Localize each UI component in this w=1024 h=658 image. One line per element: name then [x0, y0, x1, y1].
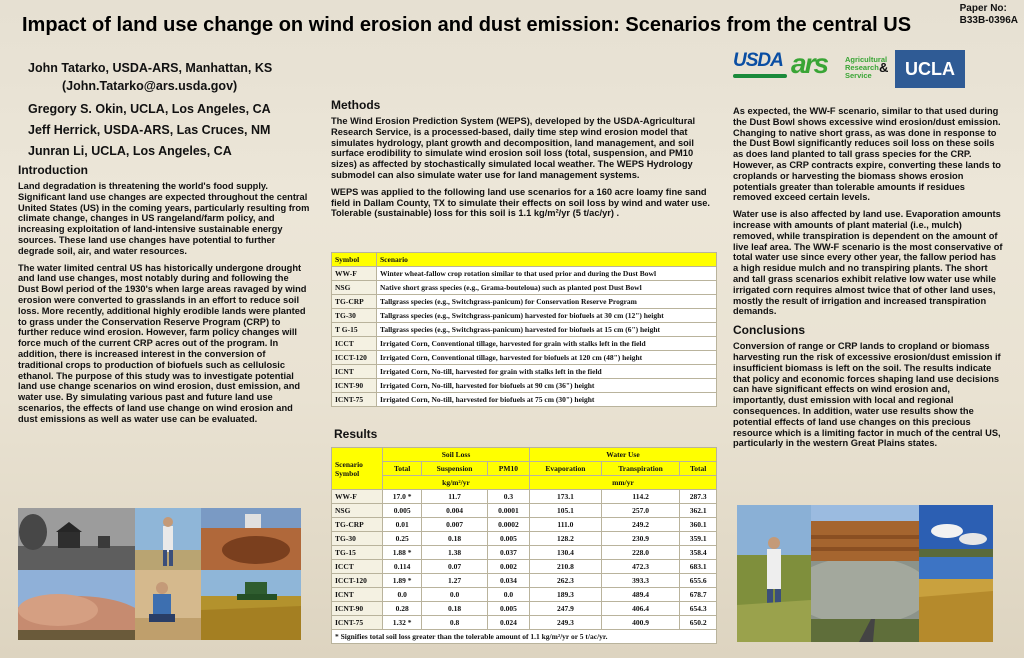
- results-symbol: ICNT-90: [332, 602, 383, 616]
- ucla-logo: UCLA: [895, 50, 965, 88]
- results-header-water-use: Water Use: [529, 448, 716, 462]
- results-symbol: ICCT-120: [332, 574, 383, 588]
- results-cell: 650.2: [680, 616, 717, 630]
- methods-paragraph-1: The Wind Erosion Prediction System (WEPS), developed by the USDA-Agricultural Research Service, is a processed-based, daily time step wind erosion model that simulates hydrology, plant growth and decomposition, land management, and soil surface erodibility to simulate wind erosion soil loss (total, suspension, and PM10 sizes) as affected by stochastically simulated local weather. The WEPS Hydrology submodel can also simulate water use for land management systems.: [331, 116, 696, 180]
- table-row: [332, 351, 717, 365]
- results-symbol-label: Symbol: [335, 468, 360, 478]
- results-cell: 489.4: [601, 588, 680, 602]
- results-cell: 111.0: [529, 518, 601, 532]
- table-row: [332, 560, 717, 574]
- results-cell: 0.005: [487, 602, 529, 616]
- scenario-symbol: T G-15: [332, 323, 377, 337]
- results-symbol: TG-CRP: [332, 518, 383, 532]
- scenario-description: Irrigated Corn, No-till, harvested for biofuels at 90 cm (36") height: [377, 379, 717, 393]
- results-cell: 114.2: [601, 490, 680, 504]
- scenario-header-symbol: Symbol: [332, 253, 377, 267]
- results-cell: 0.01: [383, 518, 422, 532]
- conclusions-heading: Conclusions: [733, 323, 806, 338]
- scenario-symbol: NSG: [332, 281, 377, 295]
- table-row: [332, 379, 717, 393]
- results-cell: 683.1: [680, 560, 717, 574]
- table-row: [332, 616, 717, 630]
- table-row: [332, 323, 717, 337]
- ars-text-2: Research: [845, 63, 879, 72]
- scenario-description: Tallgrass species (e.g., Switchgrass-panicum) harvested for biofuels at 30 cm (12") height: [377, 309, 717, 323]
- results-cell: 400.9: [601, 616, 680, 630]
- introduction-paragraph-2: The water limited central US has historically undergone drought and land use changes, most notably during and following the Dust Bowl period of the 1930's when large areas ravaged by wind erosion were converted to grasslands in an effort to reduce soil loss. More recently, additional highly erodible lands were planted to grass under the Conservation Reserve Program (CRP) to further reduce wind erosion. However, farm policy changes will force much of the current CRP acres out of the program. In addition, there is increased interest in the conversion of traditional crops to production of biofuels such as cellulosic ethanol. The purpose of this study was to investigate potential land use change scenarios on wind erosion, dust emission, and water use. By simulating various past and future land use scenarios, the effects of land use change on wind erosion and dust emissions as well as water use can be evaluated.: [18, 262, 307, 424]
- table-row: [332, 490, 717, 504]
- results-cell: 130.4: [529, 546, 601, 560]
- dust-storm-road-photo: [811, 561, 919, 642]
- results-symbol: WW-F: [332, 490, 383, 504]
- ars-text-3: Service: [845, 71, 872, 80]
- results-cell: 1.89 *: [383, 574, 422, 588]
- table-row: [332, 309, 717, 323]
- table-row: [332, 281, 717, 295]
- results-cell: 1.88 *: [383, 546, 422, 560]
- results-unit-soil: kg/m²/yr: [383, 476, 530, 490]
- scenario-description: Irrigated Corn, Conventional tillage, harvested for biofuels at 120 cm (48") height: [377, 351, 717, 365]
- results-cell: 0.0: [422, 588, 487, 602]
- conclusions-paragraph: Conversion of range or CRP lands to cropland or biomass harvesting run the risk of excessive erosion/dust emission if insufficient biomass is left on the soil. The results indicate that policy and economic forces shaping land use decisions can have significant effects on wind erosion and, importantly, dust emission with local and regional consequences. In addition, water use results show the potential effects of land use changes on this precious resource which is a limiting factor in much of the central US, particularly in the western Great Plains states.: [733, 341, 1001, 449]
- results-footnote-row: [332, 630, 717, 644]
- results-cell: 678.7: [680, 588, 717, 602]
- table-row: [332, 267, 717, 281]
- results-symbol: TG-15: [332, 546, 383, 560]
- combine-harvest-photo: [201, 570, 301, 640]
- results-header-groups: [332, 448, 717, 462]
- results-cell: 249.2: [601, 518, 680, 532]
- logo-ampersand: &: [879, 60, 889, 75]
- results-header-soil-loss: Soil Loss: [383, 448, 530, 462]
- methods-section: [331, 98, 716, 225]
- author-1-email: (John.Tatarko@ars.usda.gov): [62, 79, 238, 93]
- table-row: [332, 295, 717, 309]
- results-cell: 1.38: [422, 546, 487, 560]
- discussion-paragraph-2: Water use is also affected by land use. Evaporation amounts increase with amounts of plant material (i.e., mulch) removed, while transpiration is dependent on the amount of live leaf area. The WW-F scenario is the most conservative of total water use since every other year, the fallow period has a high residue mulch and no transpiring plants. The short and tall grass scenarios exhibit relative low water use while irrigated corn requires almost twice that of other land uses, mostly the result of irrigation and increased transpiration demands.: [733, 209, 1003, 317]
- results-col-transpiration: Transpiration: [601, 462, 680, 476]
- results-cell: 360.1: [680, 518, 717, 532]
- scenario-symbol: ICNT: [332, 365, 377, 379]
- table-row: [332, 532, 717, 546]
- paper-number-label: Paper No:: [959, 3, 1007, 14]
- results-cell: 359.1: [680, 532, 717, 546]
- results-cell: 0.28: [383, 602, 422, 616]
- introduction-paragraph-1: Land degradation is threatening the world's food supply. Significant land use changes are expected throughout the central United States (US) in the coming years, particularly resulting from climate change, changes in US rangeland/farm policy, and increasing exploitation of land-intensive sustainable energy sources. These land use changes have potential to further degrade soil, air, and water resources.: [18, 181, 310, 256]
- table-row: [332, 574, 717, 588]
- scenario-description: Irrigated Corn, Conventional tillage, harvested for grain with stalks left in the field: [377, 337, 717, 351]
- scenario-description: Irrigated Corn, No-till, harvested for biofuels at 75 cm (30") height: [377, 393, 717, 407]
- scenario-symbol: ICCT: [332, 337, 377, 351]
- table-row: [332, 518, 717, 532]
- scenario-symbol: ICNT-90: [332, 379, 377, 393]
- results-header-scenario: [332, 448, 383, 490]
- results-cell: 0.005: [383, 504, 422, 518]
- usda-logo: USDA: [733, 50, 783, 71]
- results-symbol: NSG: [332, 504, 383, 518]
- logo-bar: [733, 48, 965, 90]
- results-header-units: [332, 476, 717, 490]
- introduction-section: [18, 163, 310, 431]
- results-cell: 362.1: [680, 504, 717, 518]
- results-cell: 358.4: [680, 546, 717, 560]
- ars-text-1: Agricultural: [845, 55, 888, 64]
- table-row: [332, 546, 717, 560]
- results-scenario-label: Scenario: [335, 459, 363, 469]
- results-cell: 406.4: [601, 602, 680, 616]
- scenario-symbol: WW-F: [332, 267, 377, 281]
- discussion-paragraph-1: As expected, the WW-F scenario, similar to that used during the Dust Bowl shows excessive wind erosion/dust emission. Changing to native short grass, as was done in response to the Dust Bowl significantly reduces soil loss on these soils as does land planted to tall grass species for the CRP. However, as CRP contracts expire, converting these lands to croplands or harvesting the biomass shows erosion potentials greater than tolerable amounts if residues removed exceed certain levels.: [733, 106, 1001, 203]
- results-cell: 0.0: [487, 588, 529, 602]
- scenario-description: Tallgrass species (e.g., Switchgrass-panicum) harvested for biofuels at 15 cm (6") height: [377, 323, 717, 337]
- results-cell: 17.0 *: [383, 490, 422, 504]
- results-cell: 655.6: [680, 574, 717, 588]
- results-cell: 287.3: [680, 490, 717, 504]
- table-row: [332, 602, 717, 616]
- table-row: [332, 337, 717, 351]
- results-symbol: ICNT-75: [332, 616, 383, 630]
- results-cell: 11.7: [422, 490, 487, 504]
- results-col-total-soil: Total: [383, 462, 422, 476]
- results-cell: 0.002: [487, 560, 529, 574]
- results-cell: 105.1: [529, 504, 601, 518]
- results-cell: 0.004: [422, 504, 487, 518]
- results-cell: 230.9: [601, 532, 680, 546]
- results-cell: 0.034: [487, 574, 529, 588]
- author-1: John Tatarko, USDA-ARS, Manhattan, KS: [28, 61, 273, 75]
- results-cell: 0.007: [422, 518, 487, 532]
- scenario-description: Winter wheat-fallow crop rotation similar to that used prior and during the Dust Bowl: [377, 267, 717, 281]
- results-cell: 228.0: [601, 546, 680, 560]
- methods-heading: Methods: [331, 98, 381, 112]
- scenario-symbol: TG-CRP: [332, 295, 377, 309]
- results-cell: 0.0001: [487, 504, 529, 518]
- results-cell: 0.0002: [487, 518, 529, 532]
- poster-title: Impact of land use change on wind erosion and dust emission: Scenarios from the central US: [22, 14, 912, 36]
- results-cell: 393.3: [601, 574, 680, 588]
- methods-paragraph-2: WEPS was applied to the following land use scenarios for a 160 acre loamy fine sand field in Dallam County, TX to simulate their effects on soil loss by wind and water use. Tolerable (sustainable) loss for this soil is 1.1 kg/m²/yr (5 t/ac/yr) .: [331, 186, 711, 219]
- scenario-table: [331, 252, 717, 407]
- results-heading: Results: [334, 427, 378, 441]
- results-col-evaporation: Evaporation: [529, 462, 601, 476]
- paper-number-value: B33B-0396A: [959, 15, 1018, 26]
- scenario-description: Native short grass species (e.g., Grama-bouteloua) such as planted post Dust Bowl: [377, 281, 717, 295]
- results-symbol: ICCT: [332, 560, 383, 574]
- results-cell: 0.3: [487, 490, 529, 504]
- researcher-kneeling-photo: [135, 570, 201, 640]
- tillage-equipment-photo: [201, 508, 301, 570]
- results-header-columns: [332, 462, 717, 476]
- blue-sky-clouds-photo: [919, 505, 993, 557]
- scenario-description: Irrigated Corn, No-till, harvested for grain with stalks left in the field: [377, 365, 717, 379]
- results-footnote: * Signifies total soil loss greater than the tolerable amount of 1.1 kg/m²/yr or 5 t/ac/yr.: [332, 630, 717, 644]
- results-cell: 0.114: [383, 560, 422, 574]
- results-cell: 0.037: [487, 546, 529, 560]
- results-unit-water: mm/yr: [529, 476, 716, 490]
- results-symbol: ICNT: [332, 588, 383, 602]
- table-row: [332, 504, 717, 518]
- results-cell: 0.18: [422, 532, 487, 546]
- results-cell: 0.0: [383, 588, 422, 602]
- usda-logo-swoosh: [733, 74, 787, 78]
- results-table: [331, 447, 717, 644]
- dust-storm-photo: [18, 570, 135, 640]
- plowed-field-photo: [811, 505, 919, 561]
- results-symbol: TG-30: [332, 532, 383, 546]
- results-col-total-water: Total: [680, 462, 717, 476]
- discussion-section: [733, 106, 1003, 455]
- results-cell: 0.25: [383, 532, 422, 546]
- table-row: [332, 588, 717, 602]
- table-row: [332, 365, 717, 379]
- results-cell: 247.9: [529, 602, 601, 616]
- results-cell: 0.8: [422, 616, 487, 630]
- results-col-pm10: PM10: [487, 462, 529, 476]
- results-cell: 0.005: [487, 532, 529, 546]
- researcher-in-grass-photo: [737, 505, 811, 642]
- table-row: [332, 393, 717, 407]
- results-cell: 249.3: [529, 616, 601, 630]
- scenario-table-header: [332, 253, 717, 267]
- results-cell: 189.3: [529, 588, 601, 602]
- scenario-symbol: ICCT-120: [332, 351, 377, 365]
- results-cell: 1.27: [422, 574, 487, 588]
- author-3: Jeff Herrick, USDA-ARS, Las Cruces, NM: [28, 123, 271, 137]
- results-cell: 0.18: [422, 602, 487, 616]
- scenario-symbol: ICNT-75: [332, 393, 377, 407]
- results-cell: 173.1: [529, 490, 601, 504]
- paper-number: [960, 3, 1018, 27]
- results-cell: 654.3: [680, 602, 717, 616]
- results-cell: 472.3: [601, 560, 680, 574]
- introduction-heading: Introduction: [18, 163, 88, 177]
- results-cell: 0.07: [422, 560, 487, 574]
- wheat-field-photo: [919, 557, 993, 642]
- scenario-header-scenario: Scenario: [377, 253, 717, 267]
- results-cell: 262.3: [529, 574, 601, 588]
- author-2: Gregory S. Okin, UCLA, Los Angeles, CA: [28, 102, 271, 116]
- results-cell: 210.8: [529, 560, 601, 574]
- scenario-symbol: TG-30: [332, 309, 377, 323]
- results-cell: 128.2: [529, 532, 601, 546]
- ars-logo: ars: [791, 48, 828, 79]
- author-4: Junran Li, UCLA, Los Angeles, CA: [28, 144, 232, 158]
- results-cell: 0.024: [487, 616, 529, 630]
- results-cell: 1.32 *: [383, 616, 422, 630]
- dust-bowl-farm-photo: [18, 508, 135, 570]
- results-cell: 257.0: [601, 504, 680, 518]
- results-col-suspension: Suspension: [422, 462, 487, 476]
- scenario-description: Tallgrass species (e.g., Switchgrass-panicum) for Conservation Reserve Program: [377, 295, 717, 309]
- author-list: [28, 58, 272, 162]
- researcher-standing-photo: [135, 508, 201, 570]
